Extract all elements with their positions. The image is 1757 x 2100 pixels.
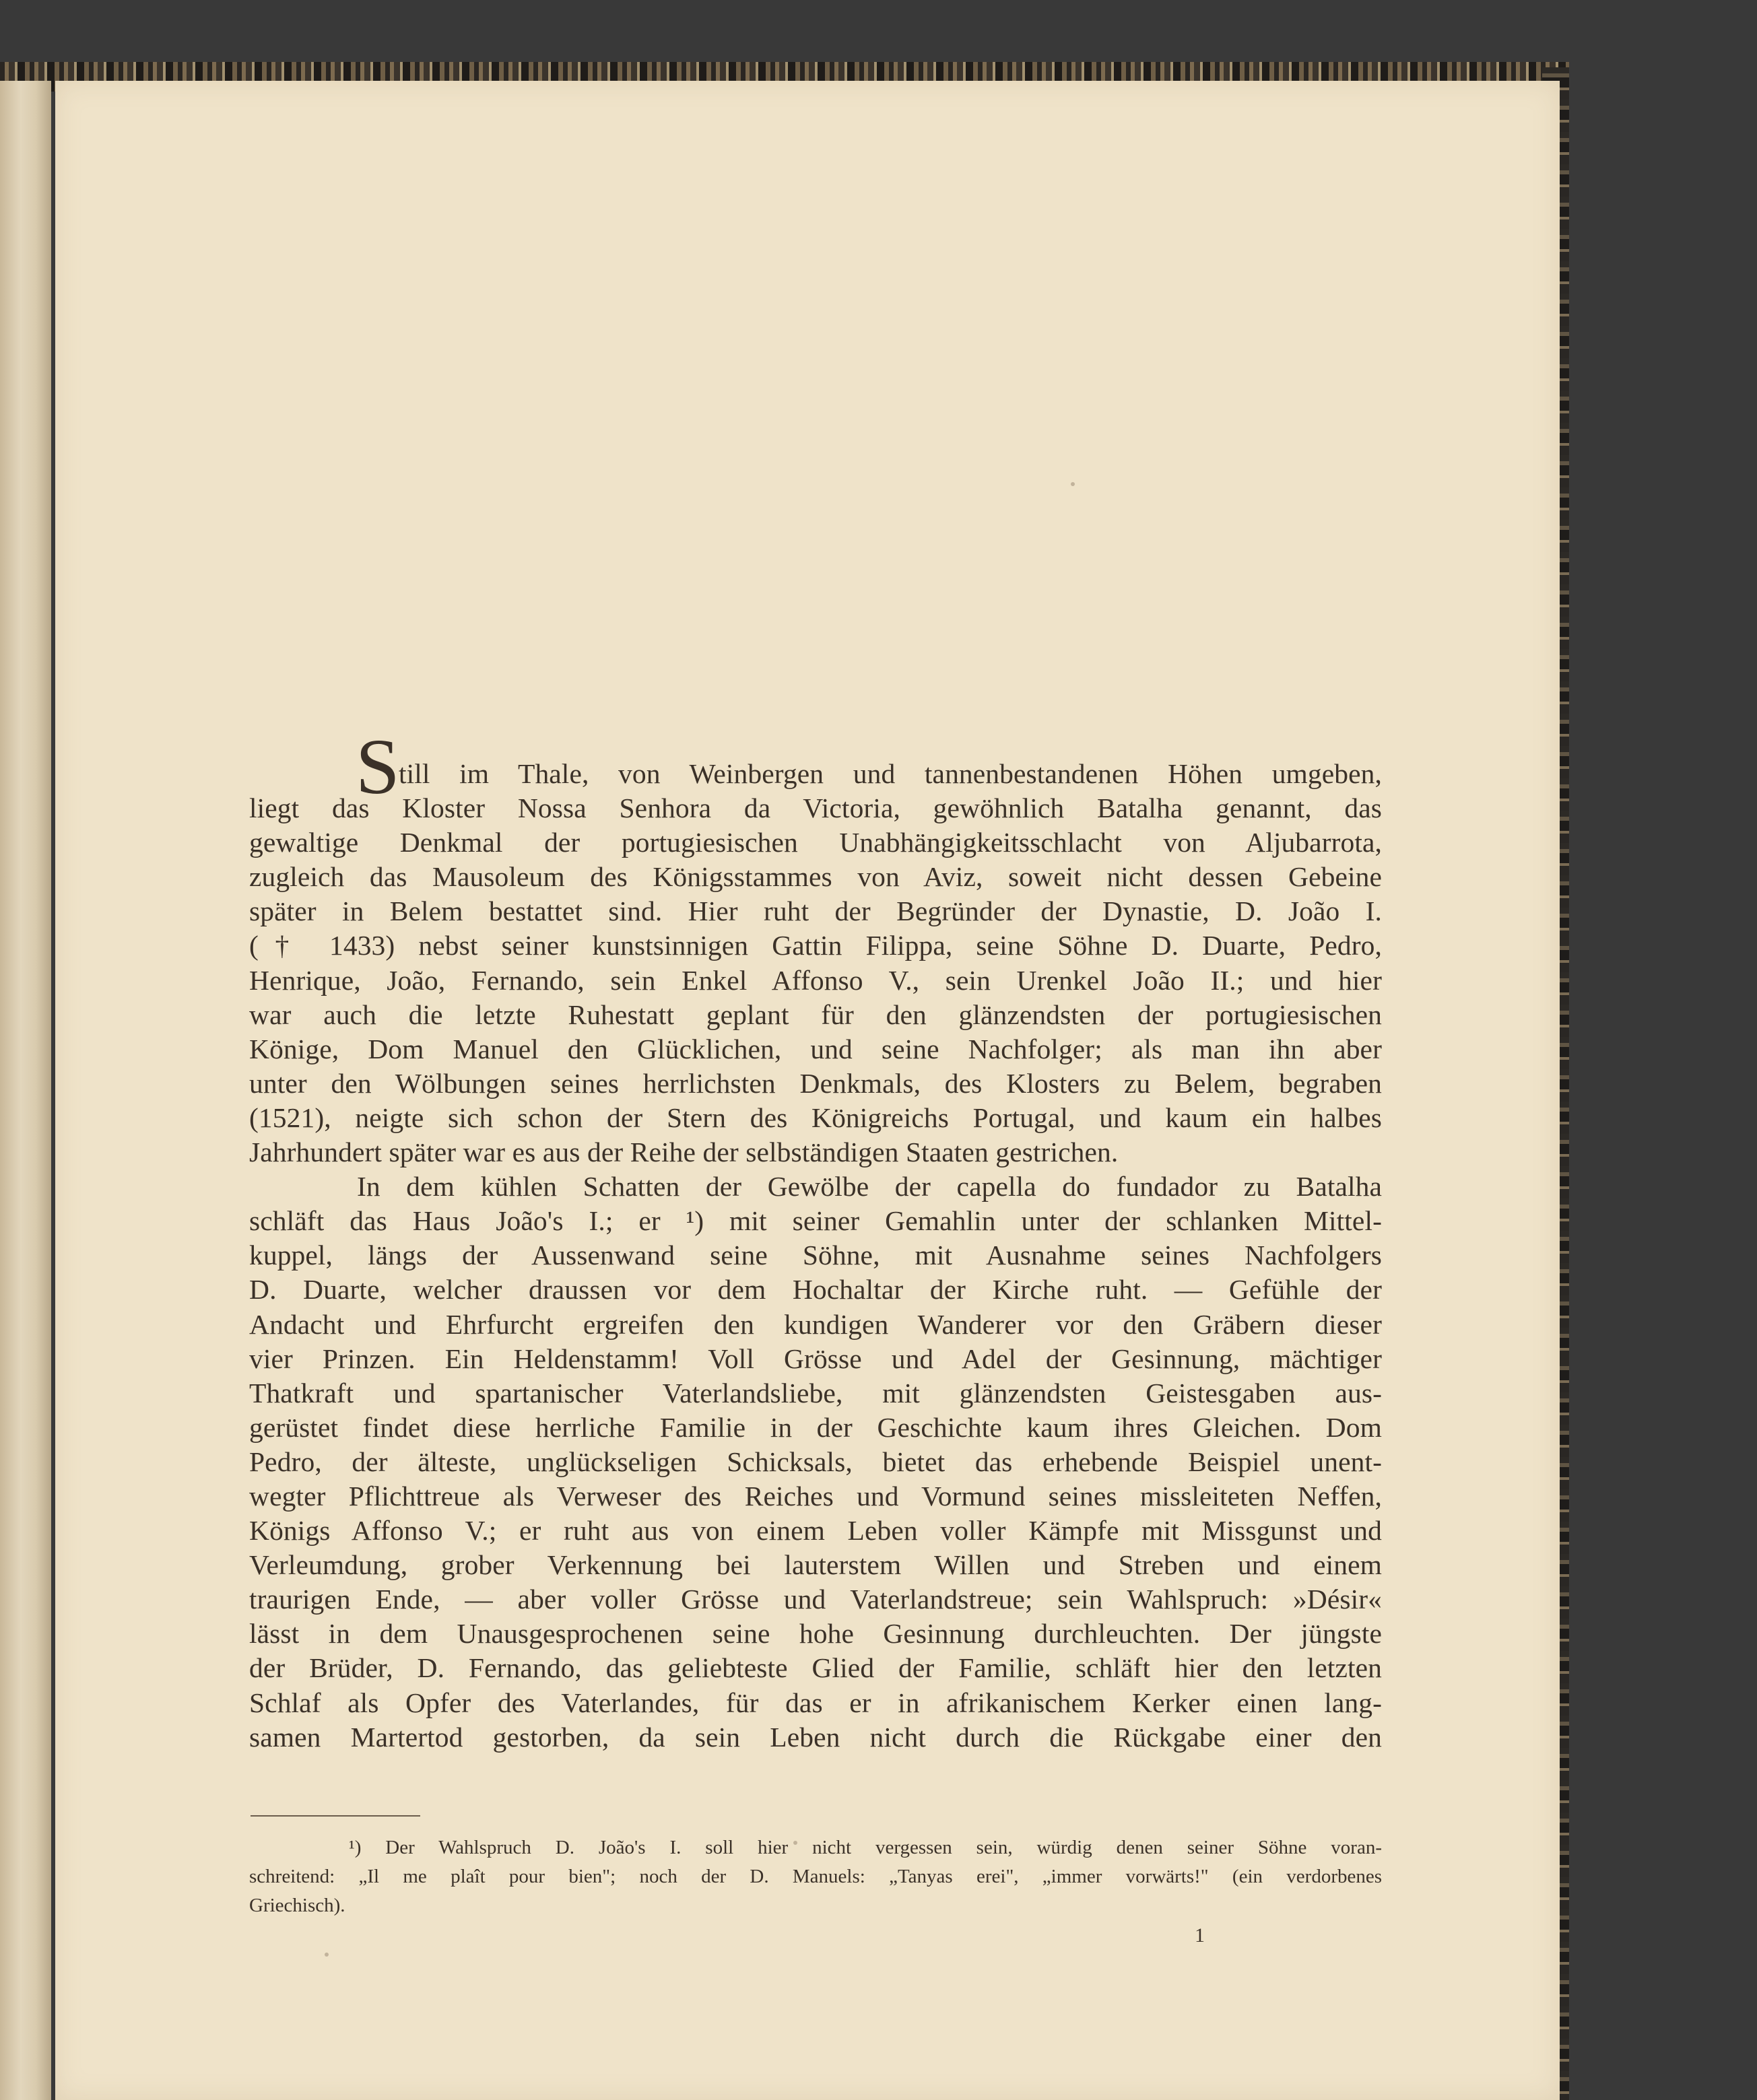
body-line: Thatkraft und spartanischer Vaterlandsliebe, mit glänzendsten Geistesgaben aus-: [249, 1377, 1382, 1409]
paper-speck: [325, 1953, 329, 1957]
body-line: Verleumdung, grober Verkennung bei lauterstem Willen und Streben und einem: [249, 1549, 1382, 1581]
body-line: wegter Pflichttreue als Verweser des Reiches und Vormund seines missleiteten Neffen,: [249, 1480, 1382, 1512]
body-line: Königs Affonso V.; er ruht aus von einem Leben voller Kämpfe mit Missgunst und: [249, 1515, 1382, 1547]
body-line: Könige, Dom Manuel den Glücklichen, und seine Nachfolger; als man ihn aber: [249, 1033, 1382, 1064]
body-line: schläft das Haus João's I.; er ¹) mit seiner Gemahlin unter der schlanken Mittel-: [249, 1205, 1382, 1237]
body-line: war auch die letzte Ruhestatt geplant für den glänzendsten der portugiesischen: [249, 998, 1382, 1030]
footnote-line: ¹) Der Wahlspruch D. João's I. soll hier nicht vergessen sein, würdig denen seiner Söhne voran-: [349, 1837, 1382, 1858]
body-line: kuppel, längs der Aussenwand seine Söhne, mit Ausnahme seines Nachfolgers: [249, 1240, 1382, 1271]
body-text: [249, 722, 1382, 1755]
left-page-edge: [0, 81, 51, 2100]
body-line: gewaltige Denkmal der portugiesischen Unabhängigkeitsschlacht von Aljubarrota,: [249, 827, 1382, 858]
footnote: [249, 1833, 1382, 1920]
body-line: († 1433) nebst seiner kunstsinnigen Gattin Filippa, seine Söhne D. Duarte, Pedro,: [249, 930, 1382, 961]
body-line: liegt das Kloster Nossa Senhora da Victoria, gewöhnlich Batalha genannt, das: [249, 792, 1382, 824]
body-line-text: till im Thale, von Weinbergen und tannenbestandenen Höhen umgeben,: [399, 758, 1382, 789]
body-line: In dem kühlen Schatten der Gewölbe der capella do fundador zu Batalha: [357, 1171, 1382, 1203]
paper-speck: [1071, 482, 1075, 486]
body-line: der Brüder, D. Fernando, das geliebteste Glied der Familie, schläft hier den letzten: [249, 1652, 1382, 1684]
body-line: Pedro, der älteste, unglückseligen Schicksals, bietet das erhebende Beispiel unent-: [249, 1446, 1382, 1477]
footnote-line: schreitend: „Il me plaît pour bien"; noch der D. Manuels: „Tanyas erei", „immer vorwärts!" (ein verdorbenes: [249, 1866, 1382, 1887]
drop-cap: S: [356, 722, 400, 811]
body-line: zugleich das Mausoleum des Königsstammes von Aviz, soweit nicht dessen Gebeine: [249, 861, 1382, 893]
body-line: später in Belem bestattet sind. Hier ruht der Begründer der Dynastie, D. João I.: [249, 895, 1382, 927]
body-line: D. Duarte, welcher draussen vor dem Hochaltar der Kirche ruht. — Gefühle der: [249, 1274, 1382, 1306]
body-line: Andacht und Ehrfurcht ergreifen den kundigen Wanderer vor den Gräbern dieser: [249, 1308, 1382, 1340]
body-line: vier Prinzen. Ein Heldenstamm! Voll Grösse und Adel der Gesinnung, mächtiger: [249, 1343, 1382, 1374]
body-line: gerüstet findet diese herrliche Familie in der Geschichte kaum ihres Gleichen. Dom: [249, 1411, 1382, 1443]
body-line: samen Martertod gestorben, da sein Leben nicht durch die Rückgabe einer den: [249, 1721, 1382, 1753]
footnote-rule: [251, 1815, 420, 1817]
body-line: Schlaf als Opfer des Vaterlandes, für das er in afrikanischem Kerker einen lang-: [249, 1687, 1382, 1718]
body-line: traurigen Ende, — aber voller Grösse und Vaterlandstreue; sein Wahlspruch: »Désir«: [249, 1584, 1382, 1615]
footnote-line: Griechisch).: [249, 1895, 345, 1916]
page-number: 1: [1195, 1924, 1205, 1946]
body-line: lässt in dem Unausgesprochenen seine hohe Gesinnung durchleuchten. Der jüngste: [249, 1618, 1382, 1650]
body-line: Henrique, João, Fernando, sein Enkel Affonso V., sein Urenkel João II.; und hier: [249, 964, 1382, 996]
book-page: [55, 81, 1560, 2100]
body-line: unter den Wölbungen seines herrlichsten Denkmals, des Klosters zu Belem, begraben: [249, 1067, 1382, 1099]
body-line: (1521), neigte sich schon der Stern des Königreichs Portugal, und kaum ein halbes: [249, 1102, 1382, 1133]
body-line: Jahrhundert später war es aus der Reihe der selbständigen Staaten gestrichen.: [249, 1137, 1119, 1168]
